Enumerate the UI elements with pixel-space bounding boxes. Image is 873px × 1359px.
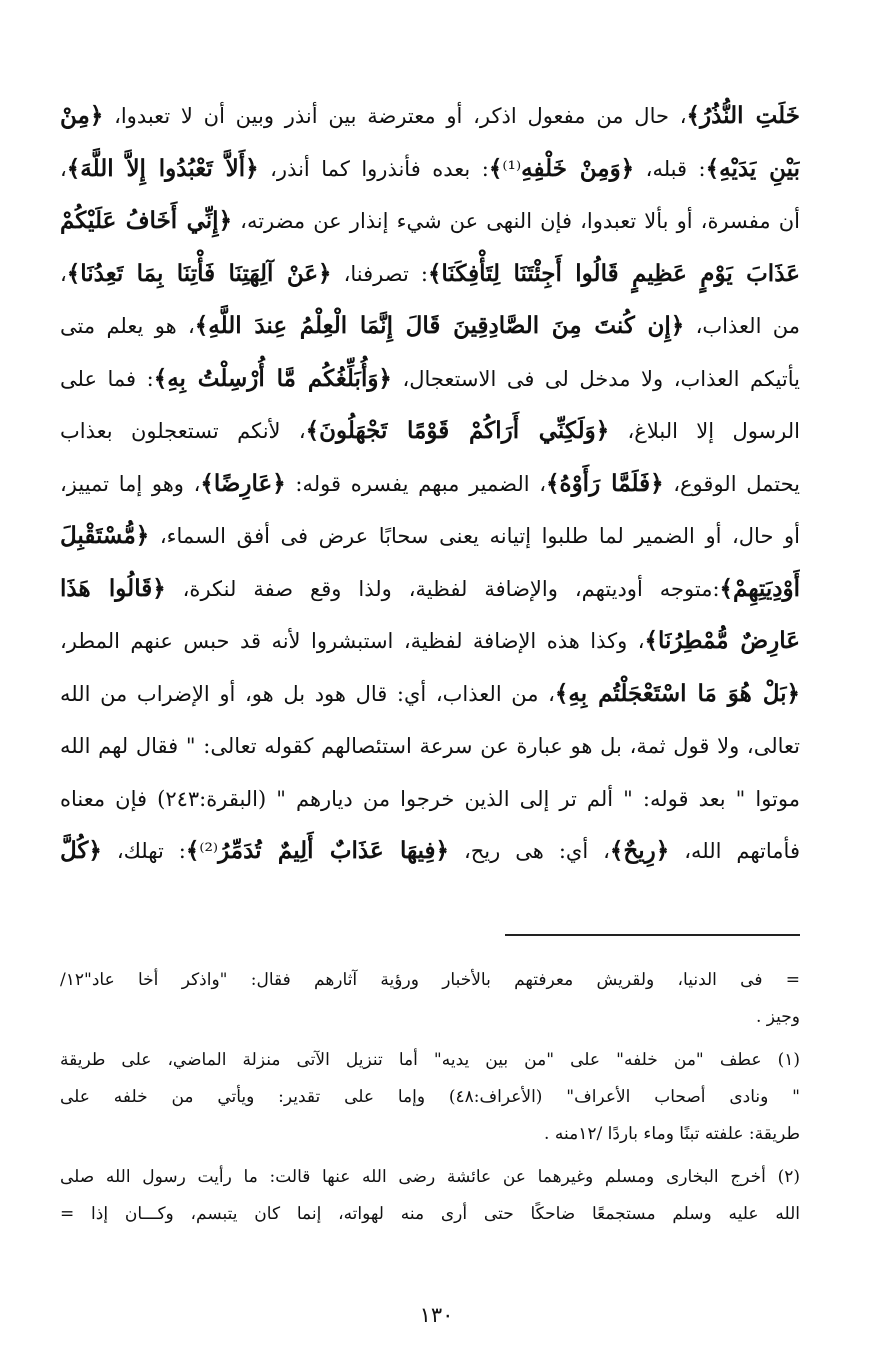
body-line	[60, 615, 800, 668]
footnote-line: وجيز .	[755, 1007, 800, 1027]
quran-verse: خَلَتِ النُّذُرُ﴾	[686, 102, 800, 129]
quran-verse: بَيْنِ يَدَيْهِ﴾	[705, 154, 800, 182]
commentary-text: : تهلك،	[101, 839, 186, 863]
footnote-line: (٢) أخرج البخارى ومسلم وغيرهما عن عائشة رضى الله عنها قالت: ما رأيت رسول الله صلى	[60, 1167, 800, 1187]
commentary-text: أو حال، أو الضمير لما طلبوا إتيانه يعنى سحابًا عرض فى أفق السماء،	[149, 524, 800, 548]
quran-verse: ﴾	[488, 154, 503, 182]
quran-verse: ﴿إِنِّي أَخَافُ عَلَيْكُمْ	[60, 207, 233, 234]
quran-verse: ﴿إِن كُنتَ مِنَ الصَّادِقِينَ قَالَ إِنَّمَا الْعِلْمُ عِندَ اللَّهِ﴾	[194, 312, 685, 339]
commentary-text: ،	[60, 156, 67, 181]
commentary-text: ، هو يعلم متى	[60, 314, 195, 338]
quran-verse: ﴾	[185, 837, 200, 864]
quran-verse: ﴿وَمِنْ خَلْفِهِ	[521, 154, 635, 182]
commentary-text: : فما على	[60, 366, 154, 391]
commentary-text: ، وكذا هذه الإضافة لفظية، استبشروا لأنه قد حبس عنهم المطر،	[60, 629, 645, 653]
commentary-text: ، لأنكم تستعجلون بعذاب	[60, 419, 306, 443]
footnote	[60, 1042, 800, 1153]
footnote-line: طريقة: علفته تبنًا وماء باردًا /١٢منه .	[544, 1124, 800, 1144]
quran-verse: ﴿عَنْ آلِهَتِنَا فَأْتِنَا بِمَا تَعِدُنَا﴾	[66, 259, 332, 287]
page-number: ١٣٠	[419, 1303, 454, 1327]
body-line	[60, 668, 800, 721]
commentary-text: ⁽²⁾	[199, 839, 219, 863]
commentary-text: ، أي: هى ريح،	[449, 839, 610, 863]
commentary-text: : تصرفنا،	[331, 261, 428, 286]
commentary-text: : بعده فأنذروا كما أنذر،	[258, 156, 489, 181]
footnote-line: = فى الدنيا، ولقريش معرفتهم بالأخبار ورؤية آثارهم فقال: "واذكر أخا عاد"١٢/	[60, 970, 800, 990]
body-line	[60, 248, 800, 301]
commentary-text: الرسول إلا البلاغ،	[609, 419, 800, 443]
footnotes	[60, 962, 800, 1233]
quran-verse: ﴿قَالُوا هَذَا	[60, 574, 166, 602]
commentary-text: : قبله،	[634, 156, 706, 181]
body-line	[60, 300, 800, 353]
commentary-text: ، من العذاب، أي: قال هود بل هو، أو الإضراب من الله	[60, 681, 555, 706]
body-line	[60, 143, 800, 196]
body-line	[60, 90, 800, 143]
body-line	[60, 825, 800, 878]
quran-verse: عَارِضٌ مُّمْطِرُنَا﴾	[644, 627, 800, 654]
commentary-text: ،	[60, 261, 67, 286]
quran-verse: أَوْدِيَتِهِمْ﴾	[719, 574, 800, 602]
commentary-text: تعالى، ولا قول ثمة، بل هو عبارة عن سرعة استئصالهم كقوله تعالى: " فقال لهم الله	[60, 734, 800, 758]
quran-verse: ﴿مُّسْتَقْبِلَ	[60, 522, 150, 549]
commentary-text: أن مفسرة، أو بألا تعبدوا، فإن النهى عن شيء إنذار عن مضرته،	[232, 209, 800, 233]
commentary-text: :متوجه أوديتهم، والإضافة لفظية، ولذا وقع صفة لنكرة،	[165, 576, 720, 601]
body-line	[60, 458, 800, 511]
body-line	[60, 720, 800, 773]
quran-verse: ﴿فَلَمَّا رَأَوْهُ﴾	[546, 469, 664, 497]
body-line	[60, 773, 800, 826]
commentary-text: ⁽¹⁾	[502, 156, 522, 181]
body-line	[60, 405, 800, 458]
quran-verse: ﴿وَلَكِنِّي أَرَاكُمْ قَوْمًا تَجْهَلُونَ﴾	[305, 417, 610, 444]
quran-verse: ﴿كُلَّ	[60, 837, 102, 864]
commentary-text: من العذاب،	[684, 314, 800, 338]
footnote-line: الله عليه وسلم مستجمعًا ضاحكًا حتى أرى منه لهواته، إنما كان يتبسم، وكـــان إذا =	[60, 1204, 800, 1224]
body-line	[60, 353, 800, 406]
footnote-line: " ونادى أصحاب الأعراف" (الأعراف:٤٨) وإما على تقدير: ويأتي من خلفه على	[60, 1087, 800, 1107]
footnote-divider	[505, 934, 800, 936]
commentary-text: يحتمل الوقوع،	[663, 471, 800, 496]
quran-verse: ﴿وَأُبَلِّغُكُم مَّا أُرْسِلْتُ بِهِ﴾	[153, 364, 392, 392]
quran-verse: ﴿عَارِضًا﴾	[200, 469, 286, 497]
footnote-line: (١) عطف "من خلفه" على "من بين يديه" أما تنزيل الآتى منزلة الماضي، على طريقة	[60, 1050, 800, 1070]
quran-verse: ﴿فِيهَا عَذَابٌ أَلِيمٌ تُدَمِّرُ	[218, 837, 449, 864]
footnote	[60, 1159, 800, 1233]
commentary-text: فأماتهم الله،	[669, 839, 800, 863]
commentary-text: موتوا " بعد قوله: " ألم تر إلى الذين خرجوا من ديارهم " (البقرة:٢٤٣) فإن معناه	[60, 786, 800, 811]
quran-verse: عَذَابَ يَوْمٍ عَظِيمٍ قَالُوا أَجِئْتَنَا لِتَأْفِكَنَا﴾	[427, 259, 800, 287]
commentary-text: ، حال من مفعول اذكر، أو معترضة بين أنذر وبين أن لا تعبدوا،	[103, 104, 687, 128]
body-line	[60, 195, 800, 248]
commentary-text: ، وهو إما تمييز،	[60, 471, 201, 496]
body-line	[60, 563, 800, 616]
body-text	[60, 90, 800, 878]
commentary-text: يأتيكم العذاب، ولا مدخل لى فى الاستعجال،	[391, 366, 800, 391]
commentary-text: ، الضمير مبهم يفسره قوله:	[285, 471, 547, 496]
quran-verse: ﴿رِيحٌ﴾	[609, 837, 670, 864]
body-line	[60, 510, 800, 563]
footnote	[60, 962, 800, 1036]
quran-verse: ﴿مِنْ	[60, 102, 104, 129]
quran-verse: ﴿بَلْ هُوَ مَا اسْتَعْجَلْتُم بِهِ﴾	[554, 679, 800, 707]
quran-verse: ﴿أَلاَّ تَعْبُدُوا إِلاَّ اللَّهَ﴾	[66, 154, 259, 182]
